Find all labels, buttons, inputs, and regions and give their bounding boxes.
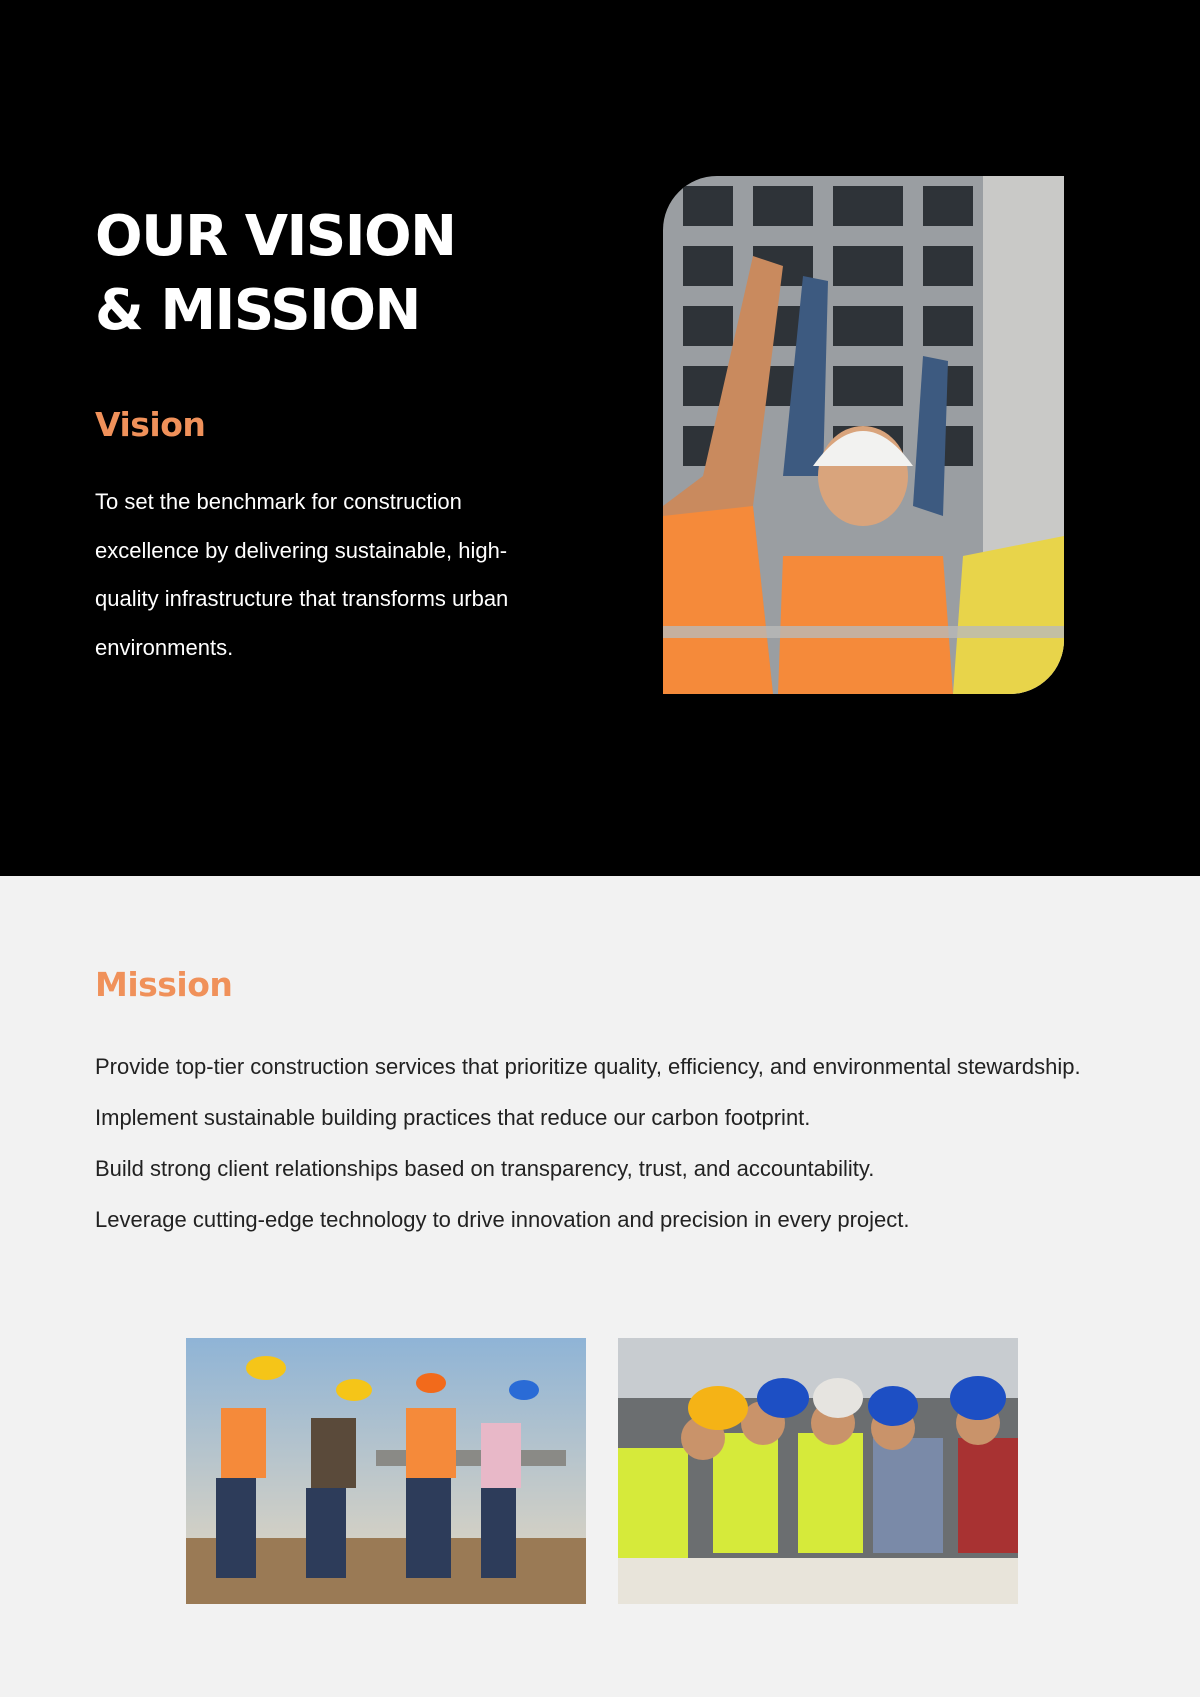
photo-workers-carrying-beam [186, 1338, 586, 1604]
title-line-1: OUR VISION [95, 204, 456, 269]
vision-text: To set the benchmark for construction excellence by delivering sustainable, high-quality infrastructure that transforms urban environments. [95, 489, 509, 660]
page-title [95, 200, 456, 348]
mission-list [95, 1043, 1095, 1247]
title-line-2: & MISSION [95, 278, 420, 343]
mission-item: Leverage cutting-edge technology to drive innovation and precision in every project. [95, 1207, 910, 1232]
vision-heading: Vision [95, 405, 206, 444]
hero-photo-celebrating-workers [663, 176, 1064, 694]
mission-item: Provide top-tier construction services that prioritize quality, efficiency, and environmental stewardship. [95, 1054, 1081, 1079]
mission-item: Build strong client relationships based on transparency, trust, and accountability. [95, 1156, 875, 1181]
mission-heading: Mission [95, 965, 233, 1004]
mission-item: Implement sustainable building practices that reduce our carbon footprint. [95, 1105, 811, 1130]
photo-engineers-reviewing-plans [618, 1338, 1018, 1604]
